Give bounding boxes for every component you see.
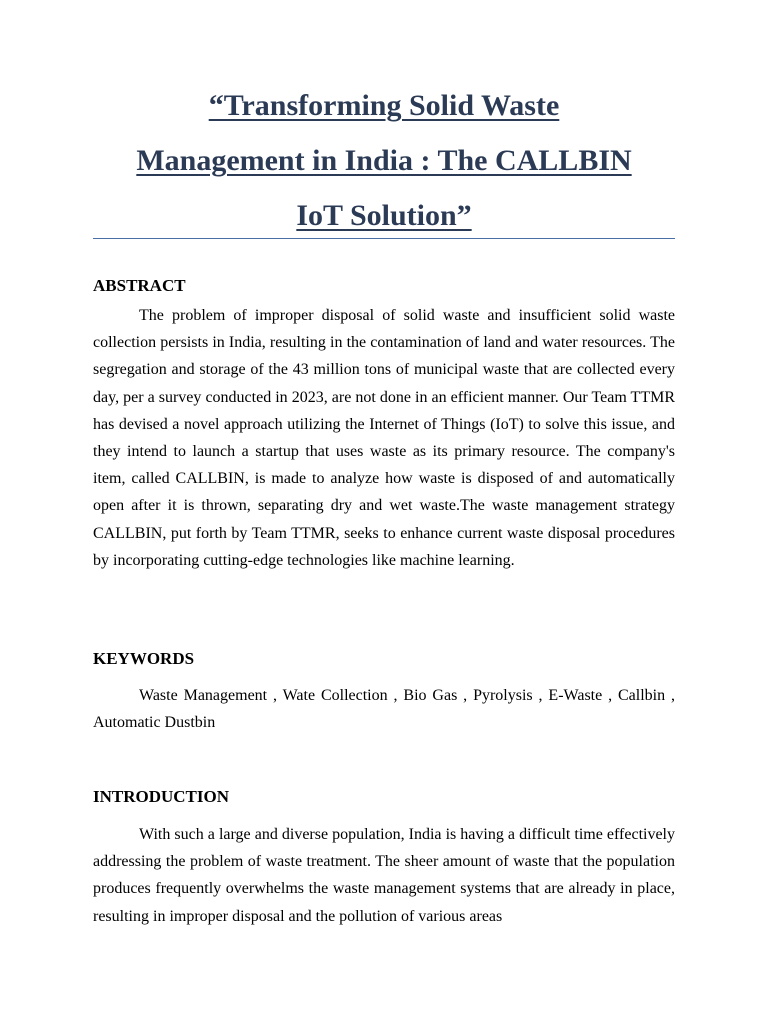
- title-divider: [93, 238, 675, 239]
- abstract-paragraph: The problem of improper disposal of solid waste and insufficient solid waste collection persists in India, resulting in the contamination of land and water resources. The segregation and storage of the 43 million tons of municipal waste that are collected every day, per a survey conducted in 2023, are not done in an efficient manner. Our Team TTMR has devised a novel approach utilizing the Internet of Things (IoT) to solve this issue, and they intend to launch a startup that uses waste as its primary resource. The company's item, called CALLBIN, is made to analyze how waste is disposed of and automatically open after it is thrown, separating dry and wet waste.The waste management strategy CALLBIN, put forth by Team TTMR, seeks to enhance current waste disposal procedures by incorporating cutting-edge technologies like machine learning.: [93, 307, 675, 569]
- title-line-2: Management in India : The CALLBIN: [136, 144, 632, 177]
- keywords-heading: KEYWORDS: [93, 649, 195, 668]
- title-line-3: IoT Solution”: [296, 199, 472, 232]
- introduction-paragraph: With such a large and diverse population, India is having a difficult time effectively addressing the problem of waste treatment. The sheer amount of waste that the population produces frequently overwhelms the waste management systems that are already in place, resulting in improper disposal and the pollution of various areas: [93, 826, 675, 925]
- abstract-heading: ABSTRACT: [93, 276, 186, 295]
- introduction-heading: INTRODUCTION: [93, 787, 230, 806]
- title-line-1: “Transforming Solid Waste: [208, 89, 560, 122]
- keywords-paragraph: Waste Management , Wate Collection , Bio Gas , Pyrolysis , E-Waste , Callbin , Automatic Dustbin: [93, 687, 675, 732]
- paper-title: [93, 78, 675, 243]
